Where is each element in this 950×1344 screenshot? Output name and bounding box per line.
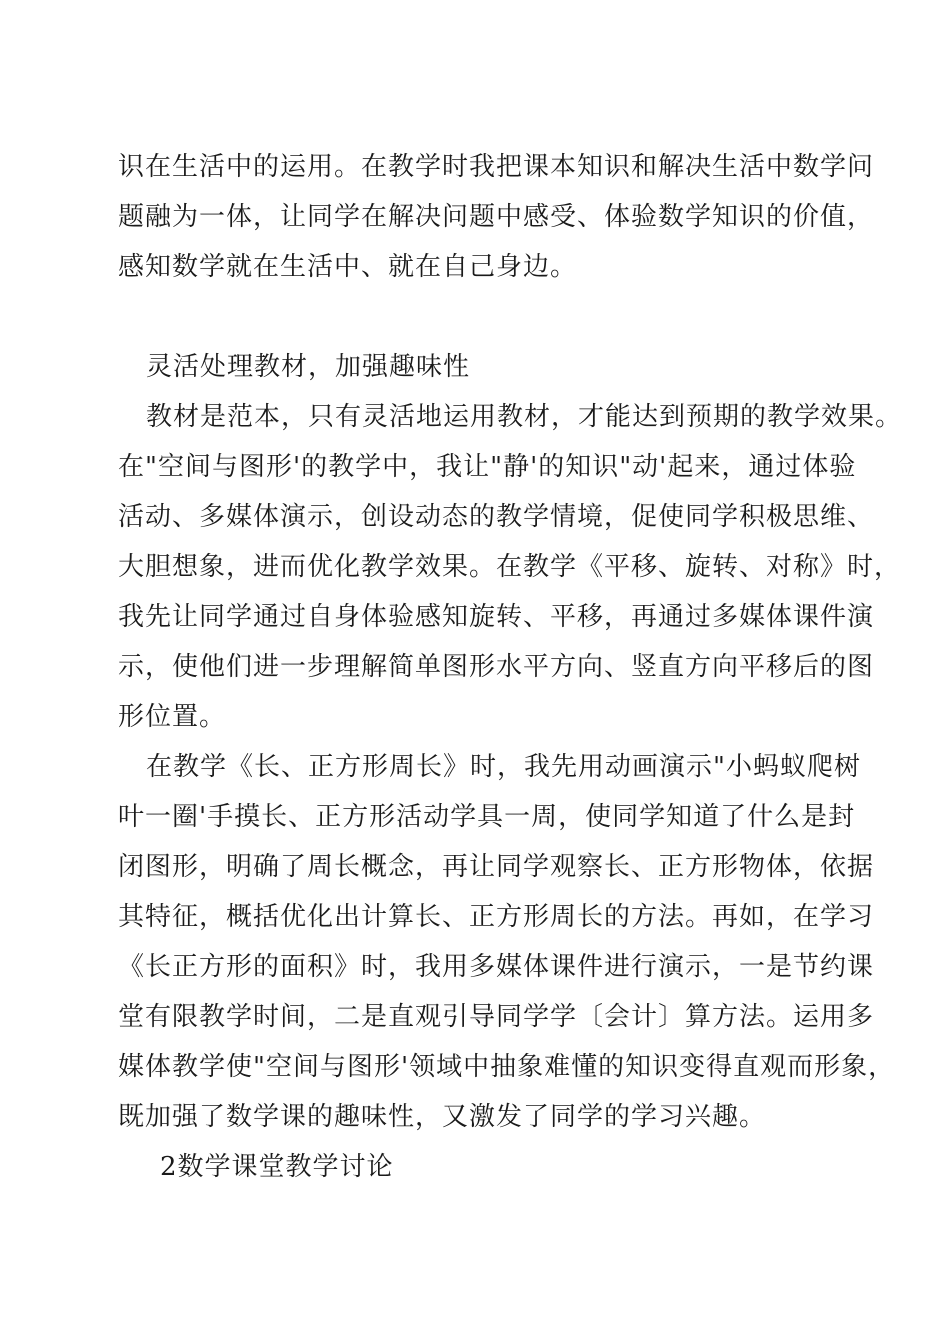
paragraph-1-line-2: 题融为一体，让同学在解决问题中感受、体验数学知识的价值， bbox=[118, 202, 875, 232]
paragraph-3-line-7: 媒体教学使"空间与图形'领域中抽象难懂的知识变得直观而形象， bbox=[118, 1052, 896, 1082]
paragraph-2-line-4: 大胆想象，进而优化教学效果。在教学《平移、旋转、对称》时， bbox=[118, 552, 902, 582]
paragraph-3-line-6: 堂有限教学时间，二是直观引导同学学〔会计〕算方法。运用多 bbox=[118, 1002, 875, 1032]
paragraph-3-line-8: 既加强了数学课的趣味性，又激发了同学的学习兴趣。 bbox=[118, 1102, 767, 1132]
paragraph-3-line-4: 其特征，概括优化出计算长、正方形周长的方法。再如，在学习 bbox=[118, 902, 875, 932]
paragraph-3-line-1: 在教学《长、正方形周长》时，我先用动画演示"小蚂蚁爬树 bbox=[146, 752, 861, 782]
paragraph-2-line-7: 形位置。 bbox=[118, 702, 227, 732]
paragraph-2-line-6: 示，使他们进一步理解简单图形水平方向、竖直方向平移后的图 bbox=[118, 652, 875, 682]
paragraph-1-line-3: 感知数学就在生活中、就在自己身边。 bbox=[118, 252, 578, 282]
paragraph-2-line-3: 活动、多媒体演示，创设动态的教学情境，促使同学积极思维、 bbox=[118, 502, 875, 532]
paragraph-2-line-5: 我先让同学通过自身体验感知旋转、平移，再通过多媒体课件演 bbox=[118, 602, 875, 632]
section-heading-2: 2数学课堂教学讨论 bbox=[160, 1152, 394, 1182]
section-heading: 灵活处理教材，加强趣味性 bbox=[146, 352, 471, 382]
paragraph-3-line-3: 闭图形，明确了周长概念，再让同学观察长、正方形物体，依据 bbox=[118, 852, 875, 882]
paragraph-2-line-2: 在"空间与图形'的教学中，我让"静'的知识"动'起来，通过体验 bbox=[118, 452, 857, 482]
paragraph-3-line-2: 叶一圈'手摸长、正方形活动学具一周，使同学知道了什么是封 bbox=[118, 802, 856, 832]
paragraph-1-line-1: 识在生活中的运用。在教学时我把课本知识和解决生活中数学问 bbox=[118, 152, 875, 182]
paragraph-3-line-5: 《长正方形的面积》时，我用多媒体课件进行演示，一是节约课 bbox=[118, 952, 875, 982]
paragraph-2-line-1: 教材是范本，只有灵活地运用教材，才能达到预期的教学效果。 bbox=[146, 402, 903, 432]
